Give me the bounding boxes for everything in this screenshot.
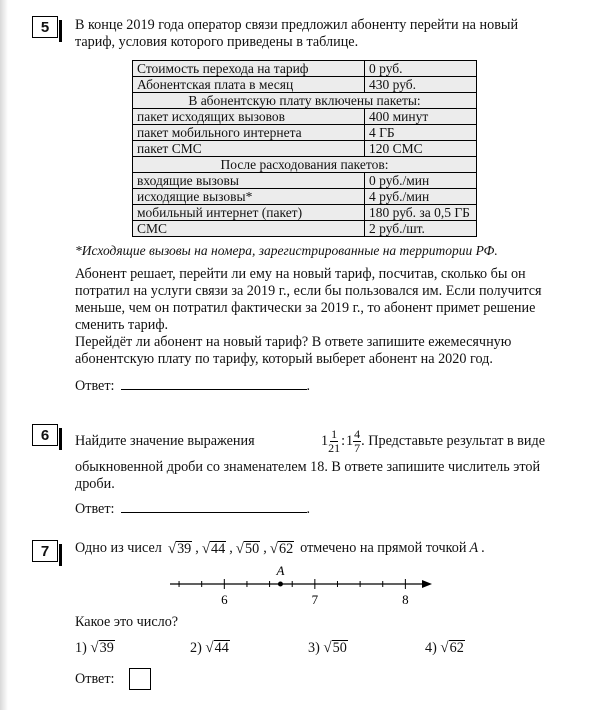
tariff-row [133,77,477,93]
tariff-section-header: После расходования пакетов: [133,157,477,173]
root-44: √ 44 [201,541,226,557]
task-7-statement: Одно из чисел √ 39 , √ 44 , √ 50 , √ 62 отмечено на прямой точкой A . [75,540,485,557]
expr-fraction-1: $\frac{1}{21}$ [328,426,341,455]
task-6-line3: дроби. [75,476,115,492]
task-5-para1-line3: меньше, чем он потратил фактически за 2019 г., то абонент примет решение [75,300,536,316]
tariff-row [133,109,477,125]
task-5-answer-row [75,377,310,395]
tariff-section-row [133,93,477,109]
task-6-line1 [75,426,545,456]
tariff-row-name: Абонентская плата в месяц [133,77,365,93]
task-6-text [75,426,545,493]
task-5-para1-line4: сменить тариф. [75,317,169,333]
tariff-row-value: 0 руб. [365,61,477,77]
task-7-question: Какое это число? [75,614,179,630]
task-7-answer-box[interactable] [129,668,151,690]
task-6-number: 6 [32,424,58,446]
tick-label: 6 [221,592,228,607]
tariff-row-name: мобильный интернет (пакет) [133,205,365,221]
tariff-row-value: 0 руб./мин [365,173,477,189]
task-6-answer-row [75,500,310,518]
tick-label: 8 [402,592,409,607]
expr-divide: : [341,432,346,449]
task-6-expression [321,428,545,455]
tariff-row-value: 2 руб./шт. [365,221,477,237]
task-5-footnote: *Исходящие вызовы на номера, зарегистрированные на территории РФ. [75,243,498,258]
page-shadow [0,0,8,710]
number-line-arrow [422,580,432,588]
tariff-row-value: 4 ГБ [365,125,477,141]
option-4-root: √ 62 [440,640,464,656]
task-6-answer-period: . [306,501,311,517]
task-6-text-before: Найдите значение выражения [75,432,255,449]
task-7-text-before: Одно из чисел [75,540,162,556]
tariff-row [133,125,477,141]
tariff-row [133,141,477,157]
root-39: √ 39 [167,541,192,557]
task-7-number: 7 [32,540,58,562]
tariff-table [132,60,477,237]
tariff-row [133,61,477,77]
tariff-row-name: входящие вызовы [133,173,365,189]
point-a-marker [278,582,283,587]
root-62: √ 62 [269,541,294,557]
option-2-root: √ 44 [205,640,229,656]
task-5-paragraph-1 [75,266,545,368]
option-3[interactable]: 3) √ 50 [308,640,347,656]
task-5-para1-line1: Абонент решает, перейти ли ему на новый тариф, посчитав, сколько бы он [75,266,526,282]
tariff-row [133,173,477,189]
task-6-answer-field[interactable] [121,500,307,513]
tariff-row-value: 430 руб. [365,77,477,93]
point-a-label: A [276,566,285,578]
task-6-text-after: . Представьте результат в виде [361,432,545,449]
task-5-answer-period: . [306,378,311,394]
tariff-section-row [133,157,477,173]
task-7-answer-label: Ответ: [75,671,115,687]
task-5-para1-line2: потратил на услуги связи за 2019 г., если бы пользовался им. Если получится [75,283,542,299]
tariff-row [133,221,477,237]
task-5-para2-line1: Перейдёт ли абонент на новый тариф? В ответе запишите ежемесячную [75,334,512,350]
task-6-answer-label: Ответ: [75,501,115,517]
option-1[interactable]: 1) √ 39 [75,640,114,656]
tariff-row-name: пакет СМС [133,141,365,157]
task-5-number: 5 [32,16,58,38]
task-5-para2-line2: абонентскую плату по тарифу, который выберет абонент на 2020 год. [75,351,493,367]
tariff-row-value: 120 СМС [365,141,477,157]
tariff-row-name: СМС [133,221,365,237]
tariff-row-name: Стоимость перехода на тариф [133,61,365,77]
task-5-intro [75,17,545,51]
tariff-section-header: В абонентскую плату включены пакеты: [133,93,477,109]
task-6-line2: обыкновенной дроби со знаменателем 18. В ответе запишите числитель этой [75,459,541,475]
tariff-row-value: 400 минут [365,109,477,125]
option-2[interactable]: 2) √ 44 [190,640,229,656]
option-1-root: √ 39 [90,640,114,656]
tariff-row-value: 180 руб. за 0,5 ГБ [365,205,477,221]
tariff-row-name: пакет мобильного интернета [133,125,365,141]
tariff-row-value: 4 руб./мин [365,189,477,205]
number-line [170,566,440,608]
tariff-row-name: пакет исходящих вызовов [133,109,365,125]
option-3-root: √ 50 [323,640,347,656]
task-7-text-after: отмечено на прямой точкой [300,540,467,556]
expr-whole-2: 1 [346,432,354,449]
option-4[interactable]: 4) √ 62 [425,640,464,656]
tariff-row [133,205,477,221]
root-50: √ 50 [235,541,260,557]
tariff-row [133,189,477,205]
task-5-intro-line2: тариф, условия которого приведены в таблице. [75,34,359,50]
tick-label: 7 [311,592,319,607]
task-5-answer-label: Ответ: [75,378,115,394]
task-5-intro-line1: В конце 2019 года оператор связи предложил абоненту перейти на новый [75,17,519,33]
tariff-row-name: исходящие вызовы* [133,189,365,205]
task-7-point-name: A [469,540,479,556]
task-5-answer-field[interactable] [121,377,307,390]
expr-whole-1: 1 [321,432,329,449]
expr-fraction-2: $\frac{4}{7}$ [354,426,361,455]
